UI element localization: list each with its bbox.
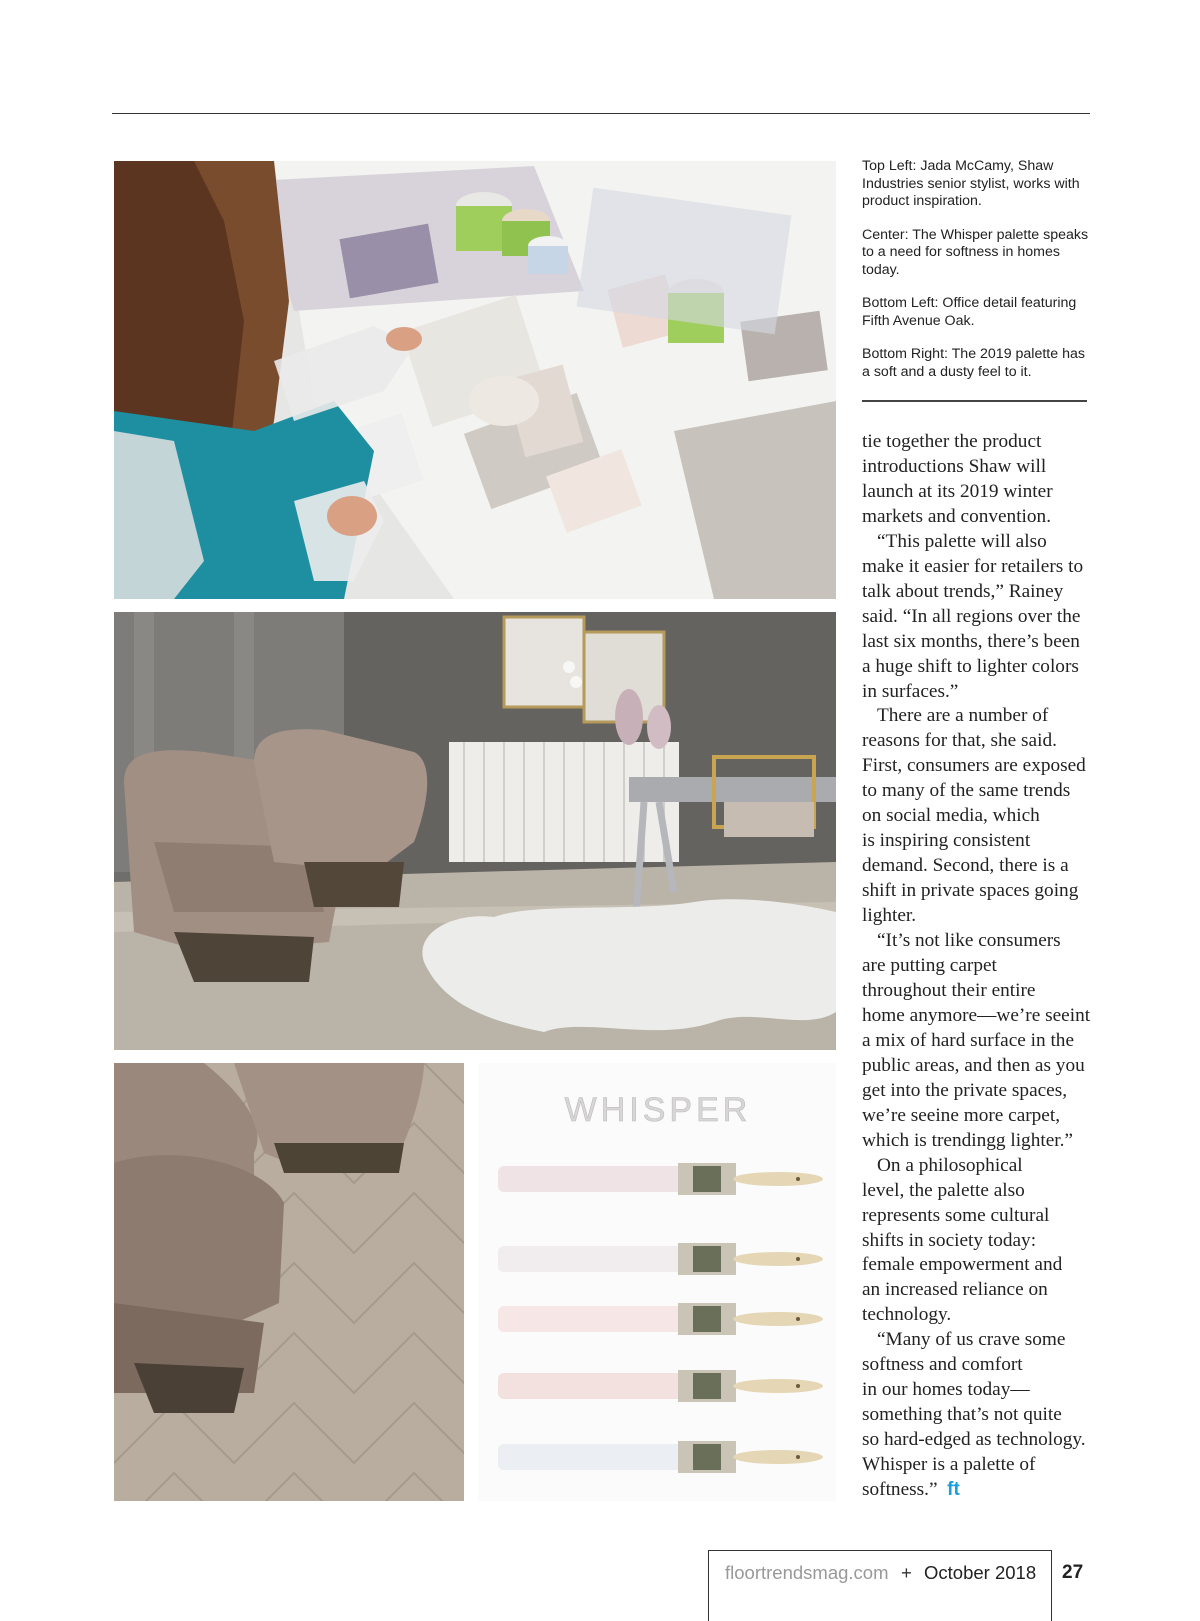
- article-line: First, consumers are exposed: [862, 755, 1086, 777]
- article-line: “It’s not like consumers: [877, 930, 1061, 952]
- article-last-line: [862, 1478, 1094, 1503]
- article-line: lighter.: [862, 905, 917, 927]
- article-line: There are a number of: [877, 705, 1049, 727]
- article-line: a huge shift to lighter colors: [862, 655, 1079, 677]
- article-line: reasons for that, she said.: [862, 730, 1057, 752]
- article-line: something that’s not quite: [862, 1404, 1062, 1426]
- page-number: 27: [1062, 1562, 1084, 1583]
- article-line: introductions Shaw will: [862, 455, 1047, 477]
- footer-issue-date: October 2018: [924, 1562, 1037, 1583]
- article-line: female empowerment and: [862, 1254, 1063, 1276]
- article-line: demand. Second, there is a: [862, 855, 1069, 877]
- article-body: [862, 430, 1094, 1503]
- article-line: technology.: [862, 1304, 952, 1326]
- caption-center: Center: The Whisper palette speaks to a need for softness in homes today.: [862, 226, 1089, 278]
- article-line: are putting carpet: [862, 955, 997, 977]
- header-rule: [112, 113, 1090, 114]
- whisper-label: WHISPER: [564, 1091, 752, 1129]
- photo-whisper-palette: [478, 1063, 836, 1501]
- photo-stylist-at-table: [114, 161, 836, 599]
- footer-site-url: floortrendsmag.com: [725, 1562, 889, 1583]
- article-line: level, the palette also: [862, 1179, 1025, 1201]
- article-line: in our homes today—: [862, 1379, 1030, 1401]
- article-line: shifts in society today:: [862, 1229, 1037, 1251]
- photo-captions: [862, 158, 1092, 397]
- article-line: is inspiring consistent: [862, 830, 1031, 852]
- caption-bottom-right: Bottom Right: The 2019 palette has a soft and a dusty feel to it.: [862, 346, 1085, 380]
- article-line: last six months, there’s been: [862, 630, 1080, 652]
- article-line: we’re seeine more carpet,: [862, 1104, 1061, 1126]
- article-line: to many of the same trends: [862, 780, 1071, 802]
- article-line: throughout their entire: [862, 979, 1036, 1001]
- article-line: on social media, which: [862, 805, 1040, 827]
- caption-top-left: Top Left: Jada McCamy, Shaw Industries senior stylist, works with product inspiration.: [862, 158, 1080, 209]
- article-line: shift in private spaces going: [862, 880, 1079, 902]
- article-line: said. “In all regions over the: [862, 605, 1081, 627]
- article-line: softness and comfort: [862, 1354, 1023, 1376]
- article-line: make it easier for retailers to: [862, 555, 1084, 577]
- article-line: launch at its 2019 winter: [862, 480, 1053, 502]
- caption-bottom-left: Bottom Left: Office detail featuring Fifth Avenue Oak.: [862, 295, 1077, 329]
- article-line: On a philosophical: [877, 1154, 1023, 1176]
- article-line: “This palette will also: [877, 530, 1047, 552]
- article-line: get into the private spaces,: [862, 1079, 1068, 1101]
- article-line: markets and convention.: [862, 505, 1052, 527]
- article-line: an increased reliance on: [862, 1279, 1048, 1301]
- article-line: represents some cultural: [862, 1204, 1050, 1226]
- article-line: tie together the product: [862, 431, 1042, 452]
- article-line: so hard-edged as technology.: [862, 1429, 1086, 1451]
- article-line: talk about trends,” Rainey: [862, 580, 1064, 602]
- article-line: “Many of us crave some: [877, 1329, 1066, 1351]
- footer-box: [708, 1550, 1052, 1621]
- article-line: home anymore—we’re seeint: [862, 1004, 1091, 1026]
- article-line: in surfaces.”: [862, 680, 959, 702]
- photo-fifth-avenue-oak: [114, 1063, 464, 1501]
- end-mark-logo: ft: [947, 1479, 960, 1501]
- footer-separator: +: [901, 1562, 912, 1583]
- article-line: a mix of hard surface in the: [862, 1029, 1075, 1051]
- photo-whisper-office: [114, 612, 836, 1050]
- article-line: which is trendingg lighter.”: [862, 1129, 1073, 1151]
- caption-rule: [862, 400, 1087, 402]
- article-line: public areas, and then as you: [862, 1054, 1085, 1076]
- article-line: Whisper is a palette of: [862, 1454, 1036, 1476]
- article-line: softness.”: [862, 1479, 938, 1501]
